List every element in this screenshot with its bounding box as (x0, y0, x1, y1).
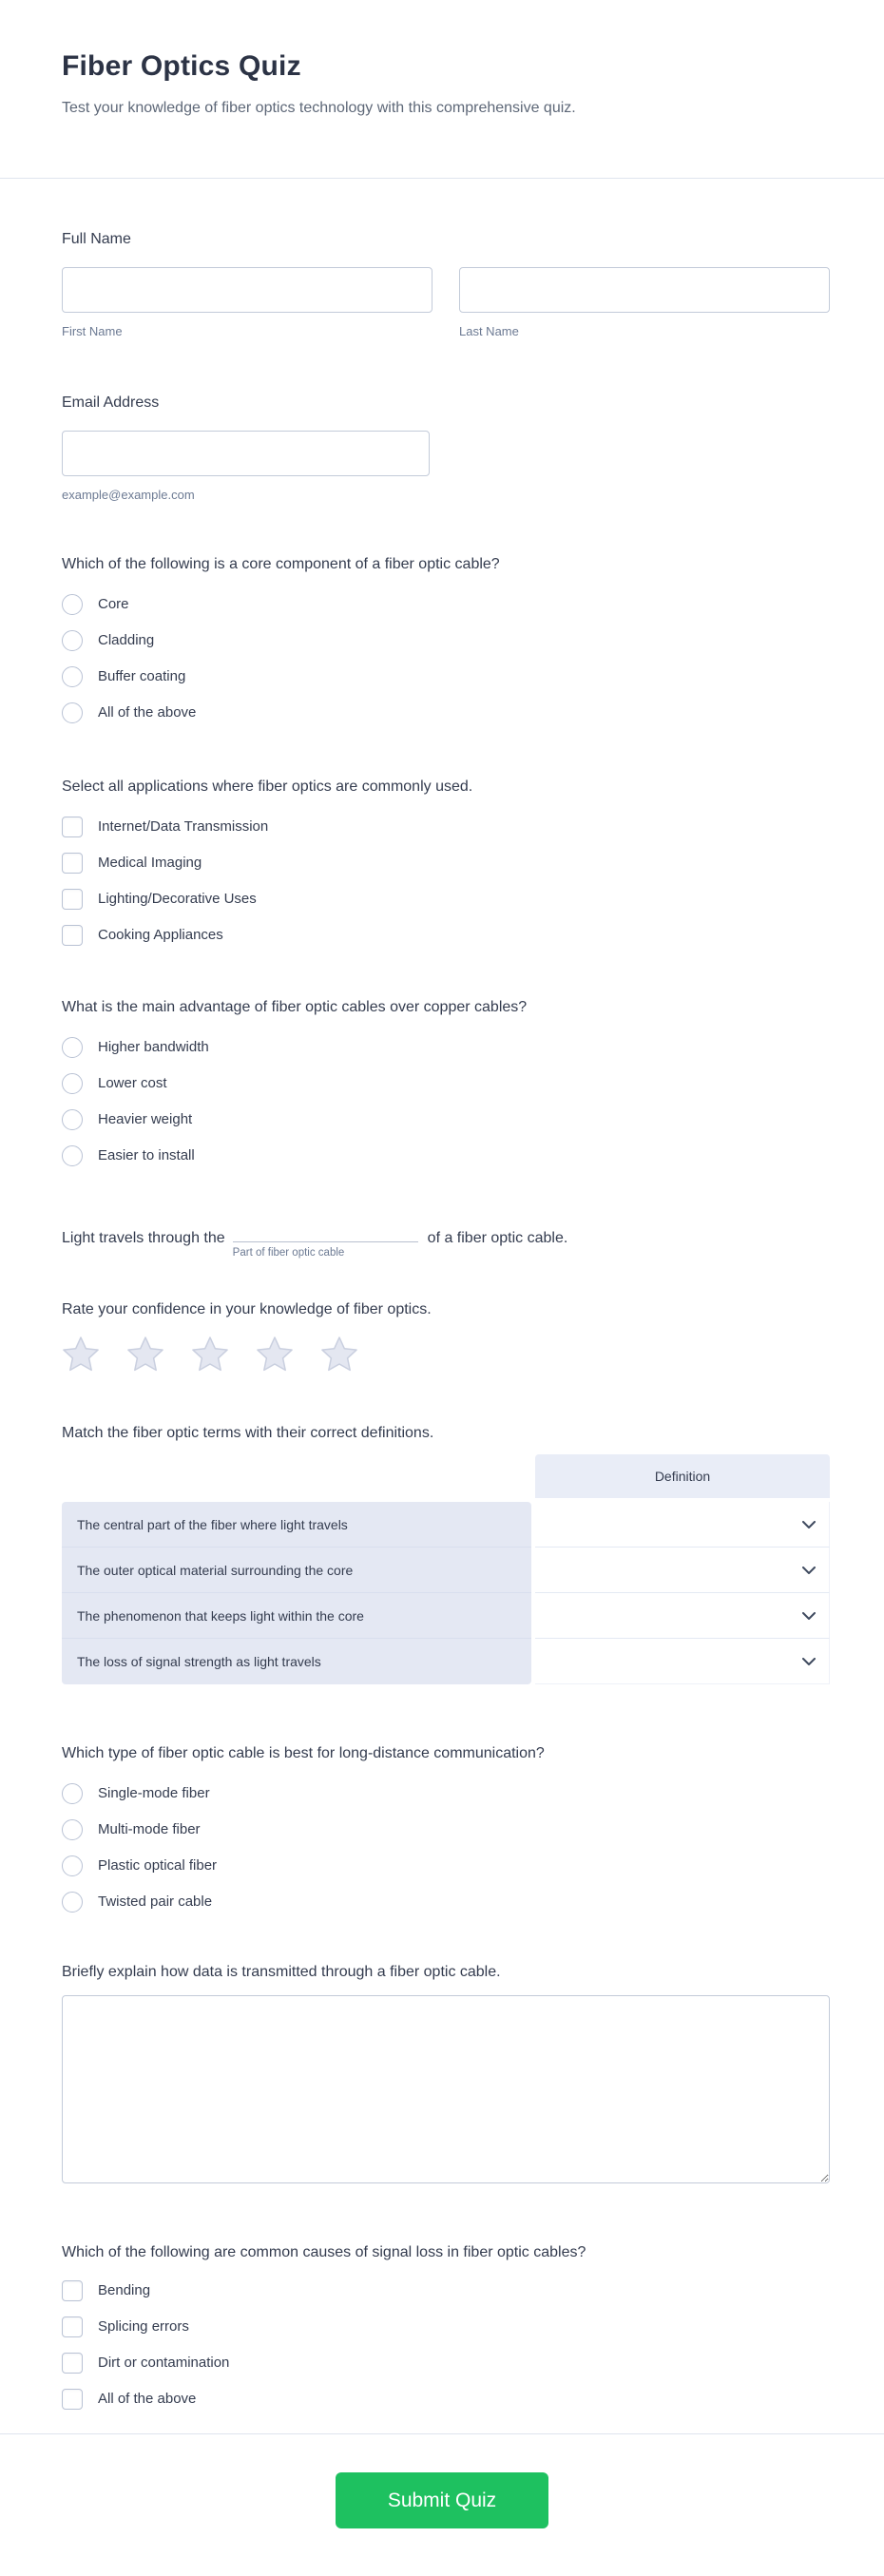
email-label: Email Address (62, 394, 160, 411)
option-label: Plastic optical fiber (98, 1857, 218, 1874)
email-input[interactable] (62, 431, 430, 476)
table-header-spacer (62, 1454, 531, 1498)
radio-option[interactable] (62, 1783, 830, 1804)
checkbox-icon[interactable] (62, 853, 83, 874)
radio-option[interactable] (62, 1855, 830, 1876)
radio-button-icon[interactable] (62, 630, 83, 651)
radio-button-icon[interactable] (62, 666, 83, 687)
option-label: Internet/Data Transmission (98, 818, 269, 835)
option-label: Heavier weight (98, 1111, 193, 1127)
option-label: Twisted pair cable (98, 1894, 213, 1910)
option-label: Multi-mode fiber (98, 1821, 201, 1837)
radio-option[interactable] (62, 1145, 830, 1166)
star-icon[interactable] (191, 1336, 229, 1374)
star-icon[interactable] (256, 1336, 294, 1374)
star-icon[interactable] (320, 1336, 358, 1374)
question-rating (62, 1299, 830, 1374)
table-row (62, 1502, 830, 1548)
fill-text-after: of a fiber optic cable. (427, 1230, 568, 1246)
definition-select[interactable] (535, 1593, 830, 1639)
chevron-down-icon (802, 1612, 816, 1620)
table-column-header: Definition (535, 1454, 830, 1498)
checkbox-option[interactable] (62, 925, 830, 946)
checkbox-option[interactable] (62, 2389, 830, 2410)
option-label: Core (98, 596, 129, 612)
table-row (62, 1593, 830, 1639)
option-label: Lighting/Decorative Uses (98, 891, 257, 907)
radio-button-icon[interactable] (62, 1892, 83, 1913)
form-subtitle: Test your knowledge of fiber optics technology with this comprehensive quiz. (62, 100, 576, 116)
question-label: Select all applications where fiber optics are commonly used. (62, 779, 473, 795)
last-name-input[interactable] (459, 267, 830, 313)
radio-button-icon[interactable] (62, 702, 83, 723)
question-label: Which type of fiber optic cable is best for long-distance communication? (62, 1745, 545, 1761)
last-name-sublabel: Last Name (459, 324, 519, 338)
option-label: Single-mode fiber (98, 1785, 210, 1801)
chevron-down-icon (802, 1567, 816, 1574)
star-icon[interactable] (62, 1336, 100, 1374)
full-name-label: Full Name (62, 231, 131, 247)
fill-blank-sublabel: Part of fiber optic cable (232, 1247, 345, 1259)
checkbox-icon[interactable] (62, 2353, 83, 2374)
radio-button-icon[interactable] (62, 1037, 83, 1058)
table-row (62, 1639, 830, 1684)
radio-button-icon[interactable] (62, 1073, 83, 1094)
checkbox-icon[interactable] (62, 2316, 83, 2337)
term-cell: The central part of the fiber where light travels (62, 1502, 531, 1548)
radio-button-icon[interactable] (62, 1109, 83, 1130)
checkbox-icon[interactable] (62, 925, 83, 946)
option-label: Medical Imaging (98, 855, 202, 871)
option-label: Splicing errors (98, 2318, 189, 2335)
radio-option[interactable] (62, 594, 830, 615)
checkbox-option[interactable] (62, 817, 830, 837)
match-table (62, 1454, 830, 1684)
checkbox-icon[interactable] (62, 2280, 83, 2301)
question-label: Which of the following are common causes of signal loss in fiber optic cables? (62, 2244, 586, 2260)
footer-divider (0, 2433, 884, 2434)
table-row (62, 1548, 830, 1593)
option-label: Lower cost (98, 1075, 167, 1091)
first-name-input[interactable] (62, 267, 432, 313)
checkbox-option[interactable] (62, 889, 830, 910)
option-label: Buffer coating (98, 668, 186, 684)
chevron-down-icon (802, 1658, 816, 1665)
option-label: All of the above (98, 704, 197, 721)
radio-button-icon[interactable] (62, 1783, 83, 1804)
checkbox-icon[interactable] (62, 817, 83, 837)
question-explain (62, 1962, 830, 2183)
chevron-down-icon (802, 1521, 816, 1528)
definition-select[interactable] (535, 1548, 830, 1593)
term-cell: The loss of signal strength as light travels (62, 1639, 531, 1684)
star-rating[interactable] (62, 1336, 830, 1374)
radio-option[interactable] (62, 630, 830, 651)
definition-select[interactable] (535, 1502, 830, 1548)
fill-text-before: Light travels through the (62, 1230, 225, 1246)
option-label: Dirt or contamination (98, 2355, 230, 2371)
radio-button-icon[interactable] (62, 1855, 83, 1876)
radio-option[interactable] (62, 702, 830, 723)
radio-option[interactable] (62, 1073, 830, 1094)
form-header (62, 0, 830, 178)
definition-select[interactable] (535, 1639, 830, 1684)
radio-button-icon[interactable] (62, 594, 83, 615)
option-label: Cladding (98, 632, 155, 648)
term-cell: The outer optical material surrounding the core (62, 1548, 531, 1593)
question-core-component (62, 554, 830, 723)
question-fill-blank (62, 1223, 830, 1265)
radio-option[interactable] (62, 1892, 830, 1913)
explain-textarea[interactable] (62, 1995, 830, 2183)
question-signal-loss (62, 2242, 830, 2410)
radio-button-icon[interactable] (62, 1145, 83, 1166)
question-full-name (62, 229, 830, 339)
question-applications (62, 777, 830, 946)
checkbox-icon[interactable] (62, 889, 83, 910)
option-label: All of the above (98, 2391, 197, 2407)
question-label: Match the fiber optic terms with their correct definitions. (62, 1425, 434, 1441)
radio-button-icon[interactable] (62, 1819, 83, 1840)
radio-option[interactable] (62, 1109, 830, 1130)
question-email (62, 393, 830, 503)
checkbox-icon[interactable] (62, 2389, 83, 2410)
question-label: What is the main advantage of fiber optic cables over copper cables? (62, 999, 528, 1015)
email-sublabel: example@example.com (62, 488, 195, 502)
option-label: Higher bandwidth (98, 1039, 209, 1055)
form-title: Fiber Optics Quiz (62, 50, 301, 82)
star-icon[interactable] (126, 1336, 164, 1374)
question-cable-type (62, 1743, 830, 1913)
question-label: Which of the following is a core component of a fiber optic cable? (62, 556, 500, 572)
option-label: Easier to install (98, 1147, 195, 1163)
checkbox-option[interactable] (62, 2280, 830, 2301)
checkbox-option[interactable] (62, 2316, 830, 2337)
submit-button[interactable]: Submit Quiz (336, 2472, 548, 2528)
checkbox-option[interactable] (62, 2353, 830, 2374)
question-label: Briefly explain how data is transmitted through a fiber optic cable. (62, 1964, 501, 1980)
option-label: Cooking Appliances (98, 927, 223, 943)
option-label: Bending (98, 2282, 151, 2298)
radio-option[interactable] (62, 1819, 830, 1840)
checkbox-option[interactable] (62, 853, 830, 874)
submit-area (0, 2472, 884, 2528)
term-cell: The phenomenon that keeps light within the core (62, 1593, 531, 1639)
radio-option[interactable] (62, 1037, 830, 1058)
question-label: Rate your confidence in your knowledge of fiber optics. (62, 1301, 432, 1317)
fill-blank-input[interactable] (232, 1223, 418, 1259)
header-divider (0, 178, 884, 179)
first-name-sublabel: First Name (62, 324, 123, 338)
question-match-definitions (62, 1423, 830, 1684)
radio-option[interactable] (62, 666, 830, 687)
question-advantage (62, 997, 830, 1166)
